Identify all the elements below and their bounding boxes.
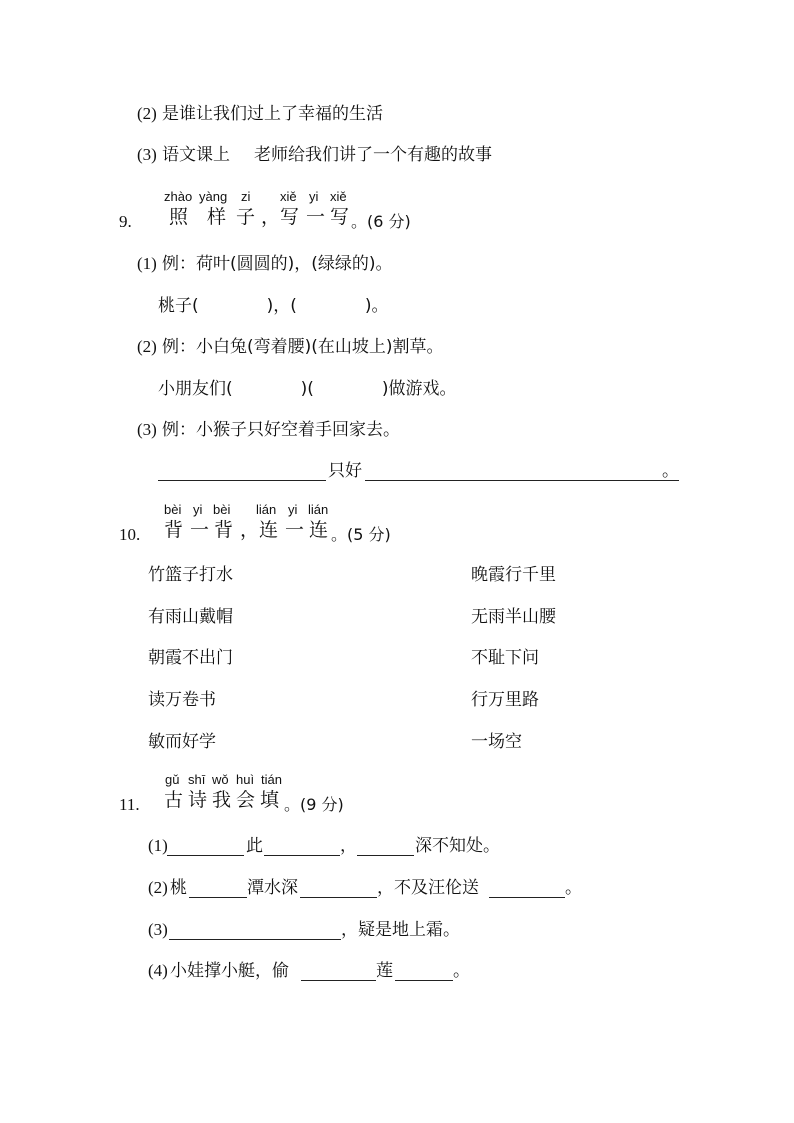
- poem-text: 小娃撑小艇，偷: [170, 961, 289, 981]
- poem-text: 桃: [170, 878, 187, 898]
- title-char: ，: [261, 206, 281, 228]
- blank-line[interactable]: [357, 855, 414, 856]
- blank-line[interactable]: [189, 897, 247, 898]
- pinyin: tián: [261, 772, 282, 787]
- right-phrase[interactable]: 不耻下问: [471, 648, 539, 668]
- poem-text: 此: [246, 836, 263, 856]
- question-number: 10.: [119, 525, 141, 544]
- answer-line: 小朋友们( )( )做游戏。: [158, 379, 457, 399]
- pinyin: bèi: [164, 502, 182, 517]
- poem-text: 。: [453, 961, 470, 981]
- blank-line[interactable]: [301, 980, 376, 981]
- right-phrase[interactable]: 无雨半山腰: [471, 607, 556, 627]
- item-number: (2): [148, 878, 168, 897]
- item-number: (1): [137, 254, 157, 273]
- example-text: 例：荷叶(圆圆的)，(绿绿的)。: [162, 254, 393, 274]
- answer-line: 桃子( )，( )。: [158, 296, 389, 316]
- title-char: 会: [236, 789, 256, 811]
- score-label: 。(6 分): [351, 212, 411, 231]
- pinyin: lián: [256, 502, 277, 517]
- example-text: 例：小白兔(弯着腰)(在山坡上)割草。: [162, 337, 444, 357]
- title-char: 连: [309, 519, 329, 541]
- item-number: (1): [148, 836, 168, 855]
- item-number: (3): [148, 920, 168, 939]
- title-char: 样: [207, 206, 227, 228]
- left-phrase[interactable]: 读万卷书: [148, 690, 216, 710]
- left-phrase[interactable]: 朝霞不出门: [148, 648, 233, 668]
- sentence-text: 老师给我们讲了一个有趣的故事: [254, 145, 492, 165]
- title-char: 一: [306, 206, 326, 228]
- end-punct: 。: [662, 461, 679, 481]
- title-char: 背: [214, 519, 234, 541]
- item-number: (2): [137, 337, 157, 356]
- pinyin: huì: [236, 772, 255, 787]
- title-char: 子: [236, 206, 256, 228]
- question-number: 11.: [119, 795, 140, 814]
- title-char: 照: [169, 206, 189, 228]
- title-char: 我: [212, 789, 232, 811]
- connector-text: 只好: [328, 461, 362, 481]
- pinyin: gǔ: [165, 772, 180, 787]
- poem-text: ，不及汪伦送: [377, 878, 479, 898]
- title-char: 写: [330, 206, 350, 228]
- poem-text: 潭水深: [247, 878, 298, 898]
- blank-line[interactable]: [489, 897, 565, 898]
- item-number: (2): [137, 104, 157, 123]
- item-number: (3): [137, 145, 157, 164]
- score-label: 。(9 分): [284, 795, 344, 814]
- title-char: 背: [164, 519, 184, 541]
- blank-line[interactable]: [395, 980, 453, 981]
- blank-line[interactable]: [300, 897, 377, 898]
- pinyin: wǒ: [212, 772, 229, 787]
- example-text: 例：小猴子只好空着手回家去。: [162, 420, 400, 440]
- pinyin: xiě: [330, 189, 347, 204]
- right-phrase[interactable]: 行万里路: [471, 690, 539, 710]
- sentence-text: 语文课上: [162, 145, 230, 165]
- sentence-text: 是谁让我们过上了幸福的生活: [162, 104, 383, 124]
- question-number: 9.: [119, 212, 132, 231]
- blank-line[interactable]: [365, 480, 679, 481]
- left-phrase[interactable]: 有雨山戴帽: [148, 607, 233, 627]
- item-number: (3): [137, 420, 157, 439]
- pinyin: yàng: [199, 189, 228, 204]
- item-number: (4): [148, 961, 168, 980]
- blank-line[interactable]: [167, 855, 244, 856]
- title-char: 填: [260, 789, 280, 811]
- title-char: 一: [285, 519, 305, 541]
- pinyin: lián: [308, 502, 329, 517]
- pinyin: yi: [309, 189, 319, 204]
- left-phrase[interactable]: 敏而好学: [148, 732, 216, 752]
- title-char: 古: [164, 789, 184, 811]
- pinyin: yi: [193, 502, 203, 517]
- title-char: ，: [240, 519, 260, 541]
- poem-text: 莲: [376, 961, 393, 981]
- right-phrase[interactable]: 晚霞行千里: [471, 565, 556, 585]
- blank-line[interactable]: [264, 855, 340, 856]
- pinyin: zi: [241, 189, 251, 204]
- left-phrase[interactable]: 竹篮子打水: [148, 565, 233, 585]
- title-char: 连: [259, 519, 279, 541]
- poem-text: 深不知处。: [415, 836, 500, 856]
- score-label: 。(5 分): [331, 525, 391, 544]
- blank-line[interactable]: [169, 939, 341, 940]
- pinyin: xiě: [280, 189, 297, 204]
- right-phrase[interactable]: 一场空: [471, 732, 522, 752]
- poem-text: ，: [340, 836, 357, 856]
- title-char: 诗: [188, 789, 208, 811]
- poem-text: 。: [565, 878, 582, 898]
- title-char: 写: [280, 206, 300, 228]
- pinyin: shī: [188, 772, 206, 787]
- pinyin: zhào: [164, 189, 193, 204]
- pinyin: bèi: [213, 502, 231, 517]
- title-char: 一: [190, 519, 210, 541]
- blank-line[interactable]: [158, 480, 326, 481]
- poem-text: ，疑是地上霜。: [341, 920, 460, 940]
- pinyin: yi: [288, 502, 298, 517]
